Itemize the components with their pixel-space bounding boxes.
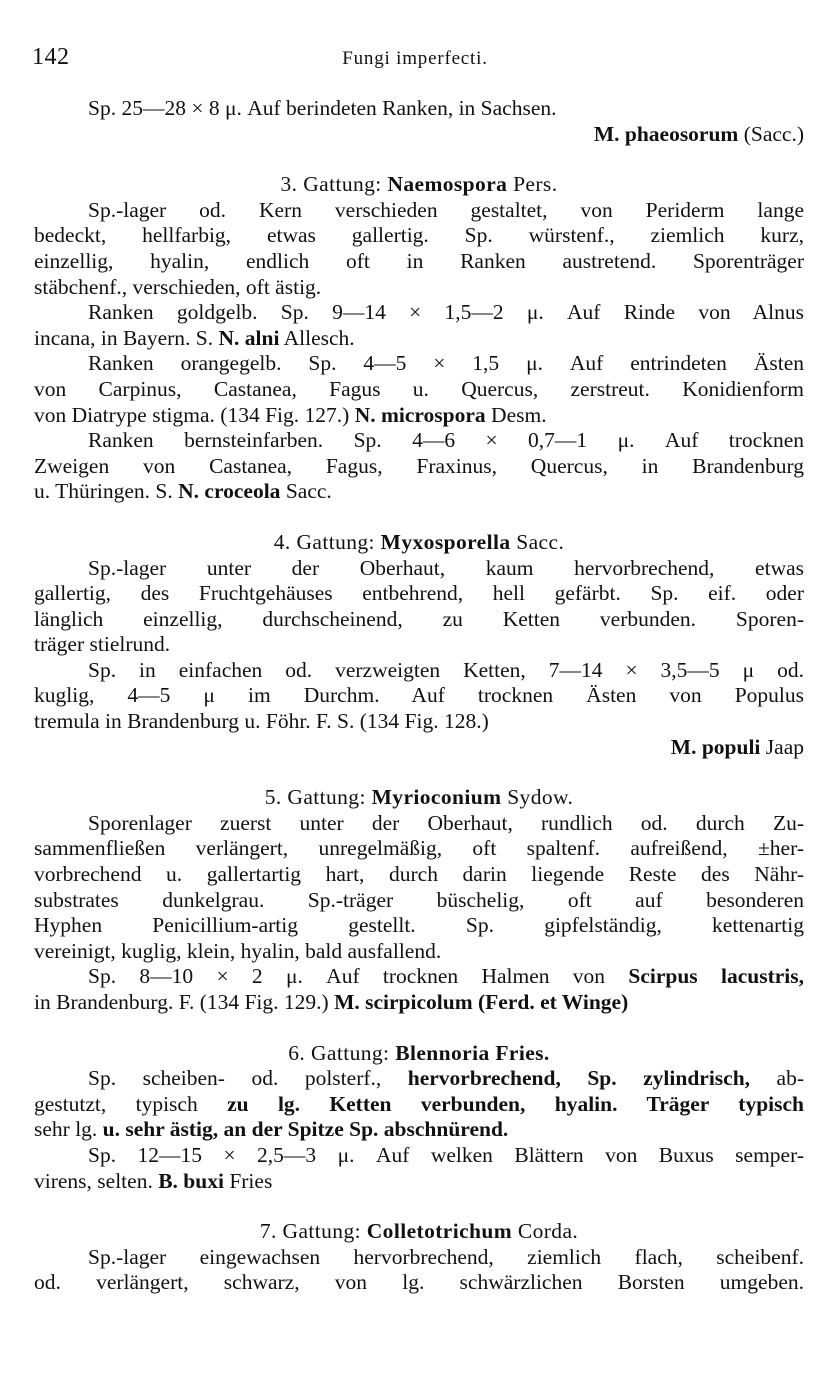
text-run: vereinigt, kuglig, klein, hyalin, bald ausfallend. — [34, 938, 442, 963]
text-run: tremula in Brandenburg u. Föhr. F. S. (134 Fig. 128.) — [34, 709, 489, 734]
genus-heading — [34, 1219, 804, 1245]
text-run: sammenfließen verlängert, unregelmäßig, oft spaltenf. aufreißend, ±her- — [34, 836, 804, 861]
text-run: ab- — [750, 1066, 804, 1091]
bold-text: M. populi — [670, 734, 761, 759]
text-run: (Sacc.) — [738, 121, 804, 146]
paragraph-first-line — [34, 198, 804, 224]
section-gap — [34, 505, 804, 530]
paragraph-first-line — [34, 1066, 804, 1092]
species-name-line — [34, 122, 804, 148]
text-line — [34, 683, 804, 709]
text-line — [34, 913, 804, 939]
bold-text: Myrioconium — [371, 785, 502, 810]
paragraph-last-line — [34, 1117, 804, 1143]
genus-heading — [34, 1041, 804, 1067]
text-run: u. Thüringen. S. — [34, 479, 179, 504]
text-run: kuglig, 4—5 μ im Durchm. Auf trocknen Ästen von Populus — [34, 683, 804, 708]
bold-text: Myxosporella — [380, 529, 511, 554]
text-line — [34, 249, 804, 275]
text-line — [34, 1092, 804, 1118]
text-run: od. verlängert, schwarz, von lg. schwärzlichen Borsten umgeben. — [34, 1270, 804, 1295]
text-run: länglich einzellig, durchscheinend, zu Ketten verbunden. Sporen- — [34, 606, 804, 631]
text-run: Sp. 12—15 × 2,5—3 μ. Auf welken Blättern von Buxus semper- — [88, 1142, 804, 1167]
paragraph-last-line — [34, 709, 804, 735]
paragraph-first-line — [34, 96, 804, 122]
paragraph-first-line — [34, 1245, 804, 1271]
text-run: Sp.-lager unter der Oberhaut, kaum hervorbrechend, etwas — [88, 555, 804, 580]
text-run: gestutzt, typisch — [34, 1091, 228, 1116]
text-run: 6. Gattung: — [288, 1040, 396, 1065]
bold-text: Blennoria Fries. — [395, 1040, 550, 1065]
text-line — [34, 888, 804, 914]
text-run: 7. Gattung: — [259, 1219, 367, 1244]
bold-text: N. alni — [218, 325, 280, 350]
bold-text: N. microspora — [354, 402, 486, 427]
text-run: Sacc. — [280, 479, 332, 504]
text-line — [34, 581, 804, 607]
text-run: 4. Gattung: — [273, 529, 381, 554]
text-line — [34, 862, 804, 888]
text-run: Ranken orangegelb. Sp. 4—5 × 1,5 μ. Auf entrindeten Ästen — [88, 351, 804, 376]
text-run: Sporenlager zuerst unter der Oberhaut, rundlich od. durch Zu- — [88, 810, 804, 835]
bold-text: B. buxi — [158, 1168, 224, 1193]
page-header — [32, 44, 798, 78]
text-body — [34, 96, 804, 1296]
paragraph-first-line — [34, 556, 804, 582]
text-run: bedeckt, hellfarbig, etwas gallertig. Sp. würstenf., ziemlich kurz, — [34, 223, 804, 248]
text-run: substrates dunkelgrau. Sp.-träger büschelig, oft auf besonderen — [34, 887, 804, 912]
text-run: sehr lg. — [34, 1117, 103, 1142]
paragraph-last-line — [34, 326, 804, 352]
genus-heading — [34, 785, 804, 811]
text-run: in Brandenburg. F. (134 Fig. 129.) — [34, 990, 335, 1014]
text-line — [34, 607, 804, 633]
text-run: Jaap — [760, 734, 804, 759]
text-run: Desm. — [485, 402, 547, 427]
paragraph-last-line — [34, 479, 804, 505]
section-gap — [34, 760, 804, 785]
text-run: Sacc. — [510, 529, 565, 554]
paragraph-last-line — [34, 632, 804, 658]
text-run: Corda. — [512, 1219, 579, 1244]
text-run: einzellig, hyalin, endlich oft in Ranken austretend. Sporenträger — [34, 248, 804, 273]
running-title: Fungi imperfecti. — [342, 48, 488, 69]
text-run: Sp. scheiben- od. polsterf., — [88, 1066, 408, 1091]
bold-text: hervorbrechend, Sp. zylindrisch, — [407, 1066, 751, 1091]
text-run: von Carpinus, Castanea, Fagus u. Quercus, zerstreut. Konidienform — [34, 376, 804, 401]
paragraph-last-line — [34, 403, 804, 429]
text-line — [34, 454, 804, 480]
paragraph-first-line — [34, 964, 804, 990]
genus-heading — [34, 530, 804, 556]
text-run: von Diatrype stigma. (134 Fig. 127.) — [34, 402, 355, 427]
bold-text: N. croceola — [178, 479, 281, 504]
page-number: 142 — [32, 44, 70, 70]
text-run: Ranken goldgelb. Sp. 9—14 × 1,5—2 μ. Auf Rinde von Alnus — [88, 300, 804, 325]
text-run: träger stielrund. — [34, 632, 171, 657]
text-run: Hyphen Penicillium-artig gestellt. Sp. gipfelständig, kettenartig — [34, 913, 804, 938]
text-line — [34, 223, 804, 249]
text-run: Zweigen von Castanea, Fagus, Fraxinus, Quercus, in Brandenburg — [34, 453, 804, 478]
section-gap — [34, 1016, 804, 1041]
text-run: Sp. in einfachen od. verzweigten Ketten, 7—14 × 3,5—5 μ od. — [88, 657, 804, 682]
text-run: vorbrechend u. gallertartig hart, durch darin liegende Reste des Nähr- — [34, 862, 804, 887]
bold-text: Scirpus lacustris, — [628, 964, 804, 989]
bold-text: Colletotrichum — [366, 1219, 513, 1244]
text-line — [34, 1270, 804, 1296]
bold-text: M. phaeosorum — [593, 121, 739, 146]
paragraph-first-line — [34, 1143, 804, 1169]
text-run: Allesch. — [279, 325, 355, 350]
text-line — [34, 836, 804, 862]
paragraph-last-line — [34, 275, 804, 301]
text-run: virens, selten. — [34, 1168, 159, 1193]
paragraph-last-line — [34, 939, 804, 965]
text-run: incana, in Bayern. S. — [34, 325, 219, 350]
paragraph-first-line — [34, 811, 804, 837]
text-run: stäbchenf., verschieden, oft ästig. — [34, 274, 322, 299]
genus-heading — [34, 172, 804, 198]
text-run: Sydow. — [501, 785, 574, 810]
text-run: Pers. — [507, 172, 558, 197]
text-run: Sp.-lager eingewachsen hervorbrechend, ziemlich flach, scheibenf. — [88, 1244, 804, 1269]
bold-text: M. scirpicolum (Ferd. et Winge) — [334, 990, 629, 1014]
text-run: 3. Gattung: — [280, 172, 388, 197]
paragraph-last-line — [34, 1169, 804, 1195]
text-run: Sp.-lager od. Kern verschieden gestaltet, von Periderm lange — [88, 197, 804, 222]
paragraph-first-line — [34, 351, 804, 377]
bold-text: zu lg. Ketten verbunden, hyalin. Träger typisch — [227, 1091, 804, 1116]
paragraph-first-line — [34, 300, 804, 326]
text-line — [34, 377, 804, 403]
section-gap — [34, 1194, 804, 1219]
text-run: gallertig, des Fruchtgehäuses entbehrend, hell gefärbt. Sp. eif. oder — [34, 581, 804, 606]
paragraph-last-line — [34, 990, 804, 1016]
text-run: 5. Gattung: — [264, 785, 372, 810]
bold-text: Naemospora — [387, 172, 508, 197]
bold-text: u. sehr ästig, an der Spitze Sp. abschnürend. — [102, 1117, 509, 1142]
text-run: Sp. 8—10 × 2 μ. Auf trocknen Halmen von — [88, 964, 629, 989]
text-run: Sp. 25—28 × 8 μ. Auf berindeten Ranken, in Sachsen. — [88, 96, 557, 120]
paragraph-first-line — [34, 658, 804, 684]
text-run: Fries — [223, 1168, 273, 1193]
species-name-line — [34, 735, 804, 761]
paragraph-first-line — [34, 428, 804, 454]
section-gap — [34, 147, 804, 172]
text-run: Ranken bernsteinfarben. Sp. 4—6 × 0,7—1 μ. Auf trocknen — [88, 428, 804, 453]
